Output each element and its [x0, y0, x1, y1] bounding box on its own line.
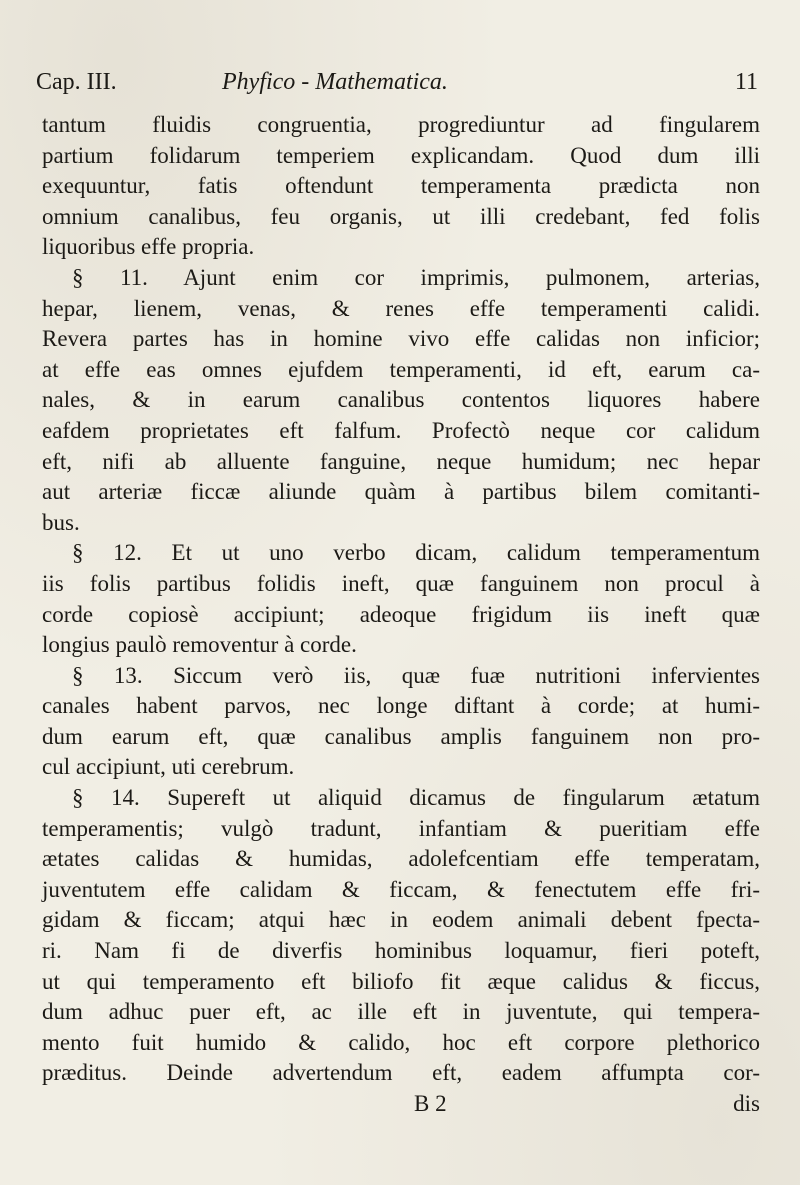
page-number: 11: [734, 69, 758, 95]
text-line: bus.: [42, 509, 80, 535]
chapter-label: Cap. III.: [36, 69, 117, 95]
text-line: gidam & ficcam; atqui hæc in eodem animali debent fpecta-: [42, 907, 760, 933]
text-line: Revera partes has in homine vivo effe calidas non inficior;: [42, 326, 760, 352]
signature-mark: B 2: [414, 1091, 447, 1116]
text-line: ri. Nam fi de diverfis hominibus loquamur, fieri poteft,: [42, 938, 760, 964]
text-line: dum earum eft, quæ canalibus amplis fanguinem non pro-: [42, 723, 760, 749]
section-12-start: § 12. Et ut uno verbo dicam, calidum temperamentum: [72, 540, 760, 566]
text-line: aut arteriæ ficcæ aliunde quàm à partibus bilem comitanti-: [42, 479, 760, 505]
text-line: eafdem proprietates eft falfum. Profectò neque cor calidum: [42, 417, 760, 443]
text-line: at effe eas omnes ejufdem temperamenti, id eft, earum ca-: [42, 356, 760, 382]
text-line: partium folidarum temperiem explicandam. Quod dum illi: [42, 142, 760, 168]
section-14-start: § 14. Supereft ut aliquid dicamus de fingularum ætatum: [72, 785, 760, 811]
text-line: longius paulò removentur à corde.: [42, 632, 357, 658]
text-line: ætates calidas & humidas, adolefcentiam effe temperatam,: [42, 846, 760, 872]
text-line: nales, & in earum canalibus contentos liquores habere: [42, 387, 760, 413]
running-title: Phyfico - Mathematica.: [222, 69, 448, 95]
text-line: liquoribus effe propria.: [42, 234, 255, 260]
text-line: cul accipiunt, uti cerebrum.: [42, 754, 295, 780]
text-line: canales habent parvos, nec longe diftant à corde; at humi-: [42, 693, 760, 719]
text-line: omnium canalibus, feu organis, ut illi credebant, fed folis: [42, 203, 760, 229]
text-line: juventutem effe calidam & ficcam, & fenectutem effe fri-: [42, 876, 760, 902]
text-line: mento fuit humido & calido, hoc eft corpore plethorico: [42, 1029, 760, 1055]
text-line: exequuntur, fatis oftendunt temperamenta prædicta non: [42, 173, 760, 199]
section-13-start: § 13. Siccum verò iis, quæ fuæ nutritioni infervientes: [72, 662, 760, 688]
catchword: dis: [733, 1091, 760, 1116]
text-line: eft, nifi ab alluente fanguine, neque humidum; nec hepar: [42, 448, 760, 474]
body-text: [42, 110, 760, 1120]
running-head: [36, 62, 758, 102]
text-line: dum adhuc puer eft, ac ille eft in juventute, qui tempera-: [42, 999, 760, 1025]
signature-line: [42, 1089, 760, 1120]
text-line: temperamentis; vulgò tradunt, infantiam & pueritiam effe: [42, 815, 760, 841]
text-line: corde copiosè accipiunt; adeoque frigidum iis ineft quæ: [42, 601, 760, 627]
section-11-start: § 11. Ajunt enim cor imprimis, pulmonem, arterias,: [72, 264, 760, 290]
text-line: tantum fluidis congruentia, progrediuntur ad fingularem: [42, 112, 760, 137]
text-line: præditus. Deinde advertendum eft, eadem affumpta cor-: [42, 1060, 760, 1086]
text-line: hepar, lienem, venas, & renes effe temperamenti calidi.: [42, 295, 760, 321]
text-line: ut qui temperamento eft biliofo fit æque calidus & ficcus,: [42, 968, 760, 994]
text-line: iis folis partibus folidis ineft, quæ fanguinem non procul à: [42, 570, 760, 596]
